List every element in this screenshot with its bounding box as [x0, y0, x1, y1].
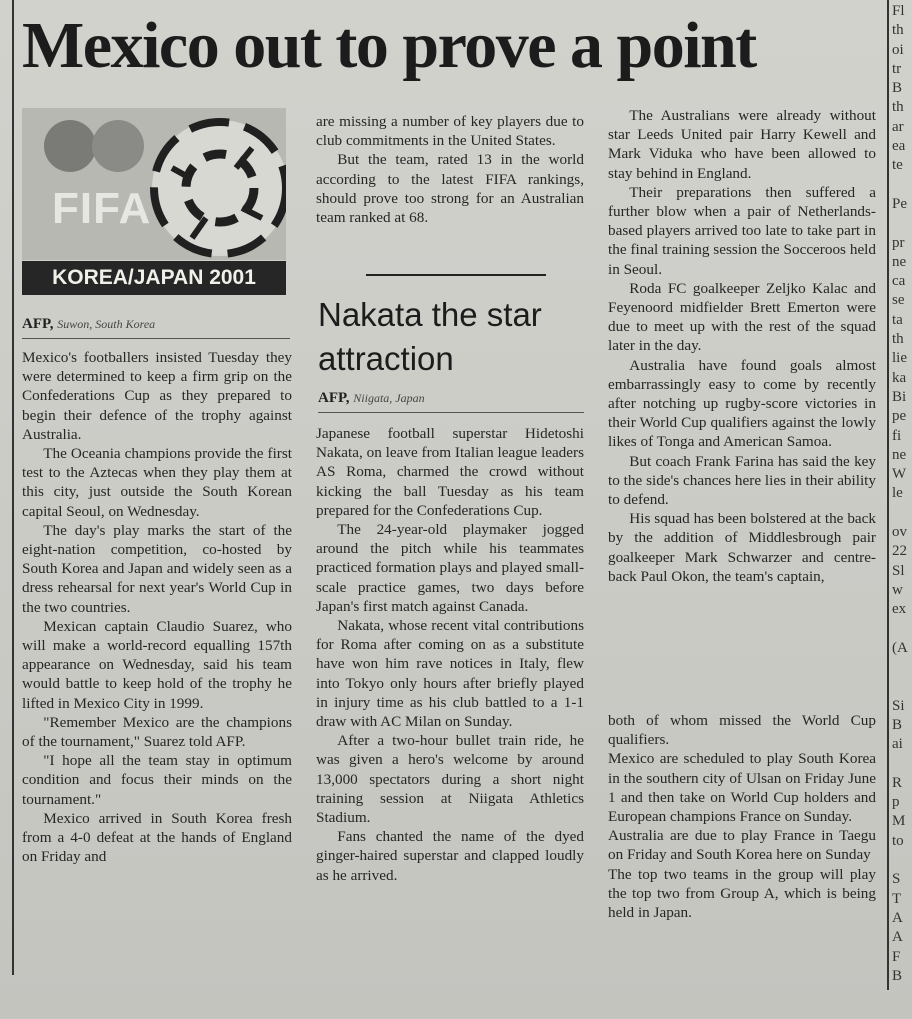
edge-fragment: lie: [892, 350, 907, 367]
story1-para-3: The day's play marks the start of the eight-nation competition, co-hosted by South Korea and Japan and widely seen as a dress rehearsal for next year's World Cup in the two countries.: [22, 521, 292, 616]
edge-fragment: [892, 176, 912, 195]
edge-fragment: ca: [892, 273, 906, 290]
edge-fragment: B: [892, 80, 903, 97]
story1-col3-para-1: The Australians were already without star Leeds United pair Harry Kewell and Mark Viduka who have been allowed to stay behind in England.: [608, 107, 876, 182]
edge-fragment: [892, 504, 912, 523]
story2-para-3: Nakata, whose recent vital contributions for Roma after coming on as a substitute have won him rave notices in Italy, flew into Tokyo only hours after briefly played in injury time as his club battled to a 1-1 draw with AC Milan on Sunday.: [316, 617, 584, 731]
edge-fragment: M: [892, 813, 906, 830]
edge-fragment: [892, 620, 912, 639]
edge-fragment: fi: [892, 427, 902, 444]
story2-location: Niigata, Japan: [353, 391, 425, 405]
edge-fragment: (A: [892, 639, 908, 656]
adjacent-column-fragments: [892, 2, 912, 986]
edge-fragment: W: [892, 466, 907, 483]
story1-continuation: [316, 112, 584, 227]
story1-col3b-para-1: both of whom missed the World Cup qualifiers.: [608, 712, 876, 749]
edge-fragment: ex: [892, 601, 907, 618]
edge-fragment: R: [892, 774, 903, 791]
edge-fragment: [892, 658, 912, 677]
edge-fragment: [892, 755, 912, 774]
fifa-logo-image: [22, 108, 286, 260]
story1-para-5: "Remember Mexico are the champions of the tournament," Suarez told AFP.: [22, 713, 292, 751]
edge-fragment: S: [892, 871, 901, 888]
story2-para-4: After a two-hour bullet train ride, he was given a hero's welcome by around 13,000 spectators during a short night training session at Niigata Athletics Stadium.: [316, 732, 584, 827]
story1-col3b-para-4: The top two teams in the group will play the top two from Group A, which is being held in Japan.: [608, 865, 876, 922]
left-column-rule: [12, 0, 14, 975]
edge-fragment: Bi: [892, 388, 907, 405]
story1-dateline-rule: [22, 338, 290, 339]
edge-fragment: B: [892, 967, 903, 984]
edge-fragment: se: [892, 292, 905, 309]
edge-fragment: th: [892, 331, 904, 348]
edge-fragment: A: [892, 929, 903, 946]
edge-fragment: w: [892, 581, 903, 598]
story1-cont-para-2: But the team, rated 13 in the world according to the latest FIFA rankings, should prove too strong for an Australian team ranked at 68.: [316, 151, 584, 227]
story1-col3-para-3: Roda FC goalkeeper Zeljko Kalac and Feyenoord midfielder Brett Emerton were due to meet up with the rest of the squad later in the day.: [608, 279, 876, 355]
story1-column-1: [22, 348, 292, 866]
story2-column: [316, 424, 584, 885]
edge-fragment: pe: [892, 408, 907, 425]
story1-col3b-para-3: Australia are due to play France in Taegu on Friday and South Korea here on Sunday: [608, 827, 876, 864]
right-column-rule: [887, 0, 889, 990]
edge-fragment: ne: [892, 253, 907, 270]
story2-para-1: Japanese football superstar Hidetoshi Nakata, on leave from Italian league leaders AS Roma, charmed the crowd without kicking the ball Tuesday as his team prepared for the Confederations Cup.: [316, 425, 584, 519]
story2-headline: Nakata the star attraction: [318, 296, 542, 377]
edge-fragment: p: [892, 794, 900, 811]
edge-fragment: Pe: [892, 195, 907, 212]
edge-fragment: le: [892, 485, 903, 502]
edge-fragment: pr: [892, 234, 905, 251]
story2-dateline-rule: [318, 412, 584, 413]
story1-para-2: The Oceania champions provide the first test to the Aztecas when they play them at this city, just outside the South Korean capital Seoul, on Wednesday.: [22, 445, 292, 520]
edge-fragment: Sl: [892, 562, 905, 579]
edge-fragment: ne: [892, 446, 907, 463]
story1-dateline: [22, 316, 155, 333]
story1-location: Suwon, South Korea: [57, 317, 156, 331]
story1-para-4: Mexican captain Claudio Suarez, who will make a world-record equalling 157th appearance on Wednesday, said his team would battle to keep hold of the trophy he lifted in Mexico City in 1999.: [22, 617, 292, 712]
story1-col3-para-4: Australia have found goals almost embarrassingly easy to come by recently after notching up rugby-score victories in their World Cup qualifiers against the lowly likes of Tonga and American Samoa.: [608, 356, 876, 451]
tournament-banner: KOREA/JAPAN 2001: [22, 261, 286, 295]
edge-fragment: T: [892, 890, 902, 907]
story1-agency: AFP,: [22, 316, 54, 332]
edge-fragment: [892, 214, 912, 233]
edge-fragment: ar: [892, 118, 904, 135]
story1-para-7: Mexico arrived in South Korea fresh from a 4-0 defeat at the hands of England on Friday and: [22, 809, 292, 866]
story2-agency: AFP,: [318, 390, 350, 406]
story2-dateline: [318, 390, 425, 407]
edge-fragment: [892, 677, 912, 696]
story1-col3-para-6: His squad has been bolstered at the back by the addition of Middlesbrough pair goalkeeper Mark Schwarzer and centre-back Paul Okon, the team's captain,: [608, 510, 876, 585]
edge-fragment: Si: [892, 697, 905, 714]
edge-fragment: to: [892, 832, 904, 849]
edge-fragment: th: [892, 22, 904, 39]
edge-fragment: tr: [892, 60, 902, 77]
story1-column-3: [608, 106, 876, 586]
story-separator-rule: [366, 274, 546, 276]
main-headline: Mexico out to prove a point: [22, 9, 756, 82]
story1-para-1: Mexico's footballers insisted Tuesday they were determined to keep a firm grip on the Confederations Cup as they prepared to begin their defence of the trophy against Australia.: [22, 349, 292, 443]
fifa-logo-text: FIFA: [52, 184, 152, 233]
edge-fragment: A: [892, 909, 903, 926]
story1-para-6: "I hope all the team stay in optimum condition and focus their minds on the tournament.": [22, 752, 292, 808]
story1-col3-para-2: Their preparations then suffered a further blow when a pair of Netherlands-based players arrived too late to take part in the final training session the Socceroos held in Seoul.: [608, 183, 876, 278]
edge-fragment: oi: [892, 41, 904, 58]
edge-fragment: [892, 851, 912, 870]
edge-fragment: 22: [892, 543, 907, 560]
story1-col3-para-5: But coach Frank Farina has said the key to the side's chances here lies in their ability to defend.: [608, 452, 876, 509]
edge-fragment: th: [892, 99, 904, 116]
edge-fragment: ai: [892, 736, 903, 753]
story1-cont-para-1: are missing a number of key players due to club commitments in the United States.: [316, 113, 584, 150]
edge-fragment: ov: [892, 524, 907, 541]
story2-para-2: The 24-year-old playmaker jogged around the pitch while his teammates practiced formation plays and played small-scale practice games, two days before Japan's first match against Canada.: [316, 521, 584, 615]
edge-fragment: ea: [892, 138, 906, 155]
edge-fragment: te: [892, 157, 903, 174]
edge-fragment: F: [892, 948, 901, 965]
edge-fragment: ka: [892, 369, 907, 386]
story1-col3b-para-2: Mexico are scheduled to play South Korea in the southern city of Ulsan on Friday June 1 and then take on World Cup holders and European champions France on Sunday.: [608, 750, 876, 826]
story1-column-3b: [608, 711, 876, 922]
edge-fragment: Fl: [892, 3, 905, 19]
edge-fragment: B: [892, 716, 903, 733]
story2-para-5: Fans chanted the name of the dyed ginger-haired superstar and clapped loudly as he arrived.: [316, 828, 584, 884]
edge-fragment: ta: [892, 311, 903, 328]
